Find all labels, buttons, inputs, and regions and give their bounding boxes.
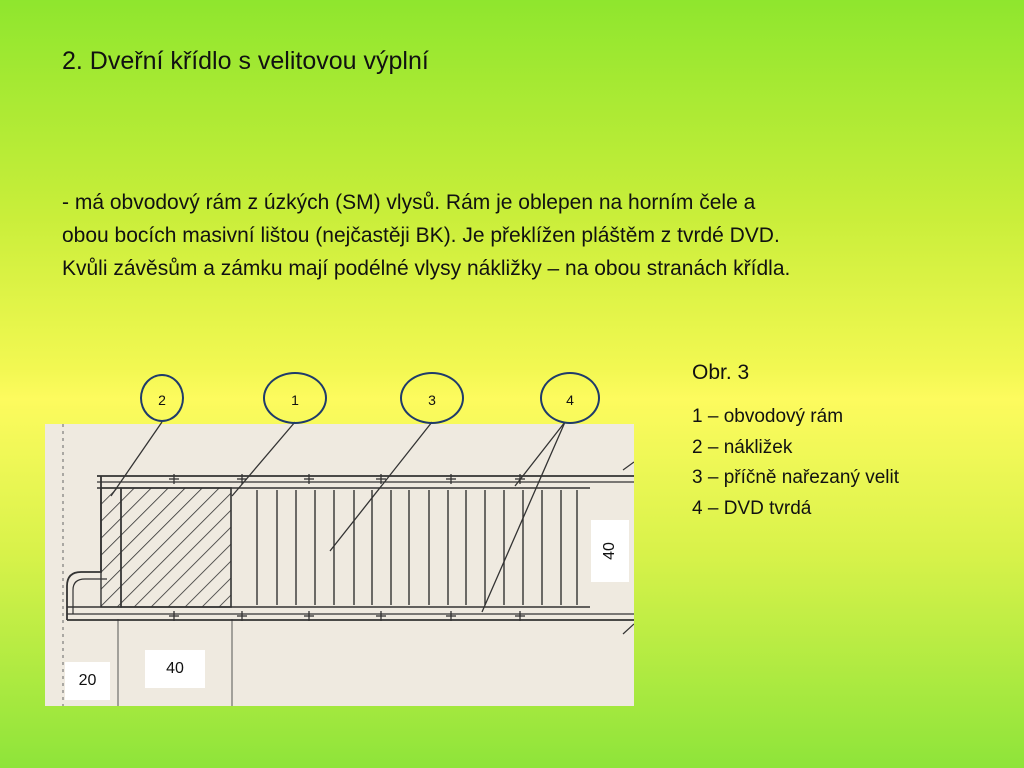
callout-2: 2	[140, 374, 184, 422]
dimension-bottom-left: 20	[65, 662, 110, 700]
paragraph-line: - má obvodový rám z úzkých (SM) vlysů. Rám je oblepen na horním čele a	[62, 191, 756, 214]
callout-3: 3	[400, 372, 464, 424]
dimension-bottom-middle: 40	[145, 650, 205, 688]
paragraph-line: obou bocích masivní lištou (nejčastěji BK). Je překlížen pláštěm z tvrdé DVD.	[62, 224, 780, 247]
legend-item: 2 – nákližek	[692, 436, 793, 458]
callout-1: 1	[263, 372, 327, 424]
paragraph-line: Kvůli závěsům a zámku mají podélné vlysy nákližky – na obou stranách křídla.	[62, 257, 791, 280]
slide-title: 2. Dveřní křídlo s velitovou výplní	[62, 47, 429, 75]
legend-item: 3 – příčně nařezaný velit	[692, 467, 900, 488]
callout-4: 4	[540, 372, 600, 424]
dimension-right: 40	[591, 520, 629, 582]
legend-item: 4 – DVD tvrdá	[692, 497, 812, 519]
legend-item: 1 – obvodový rám	[692, 406, 844, 427]
figure-caption: Obr. 3	[692, 361, 750, 384]
